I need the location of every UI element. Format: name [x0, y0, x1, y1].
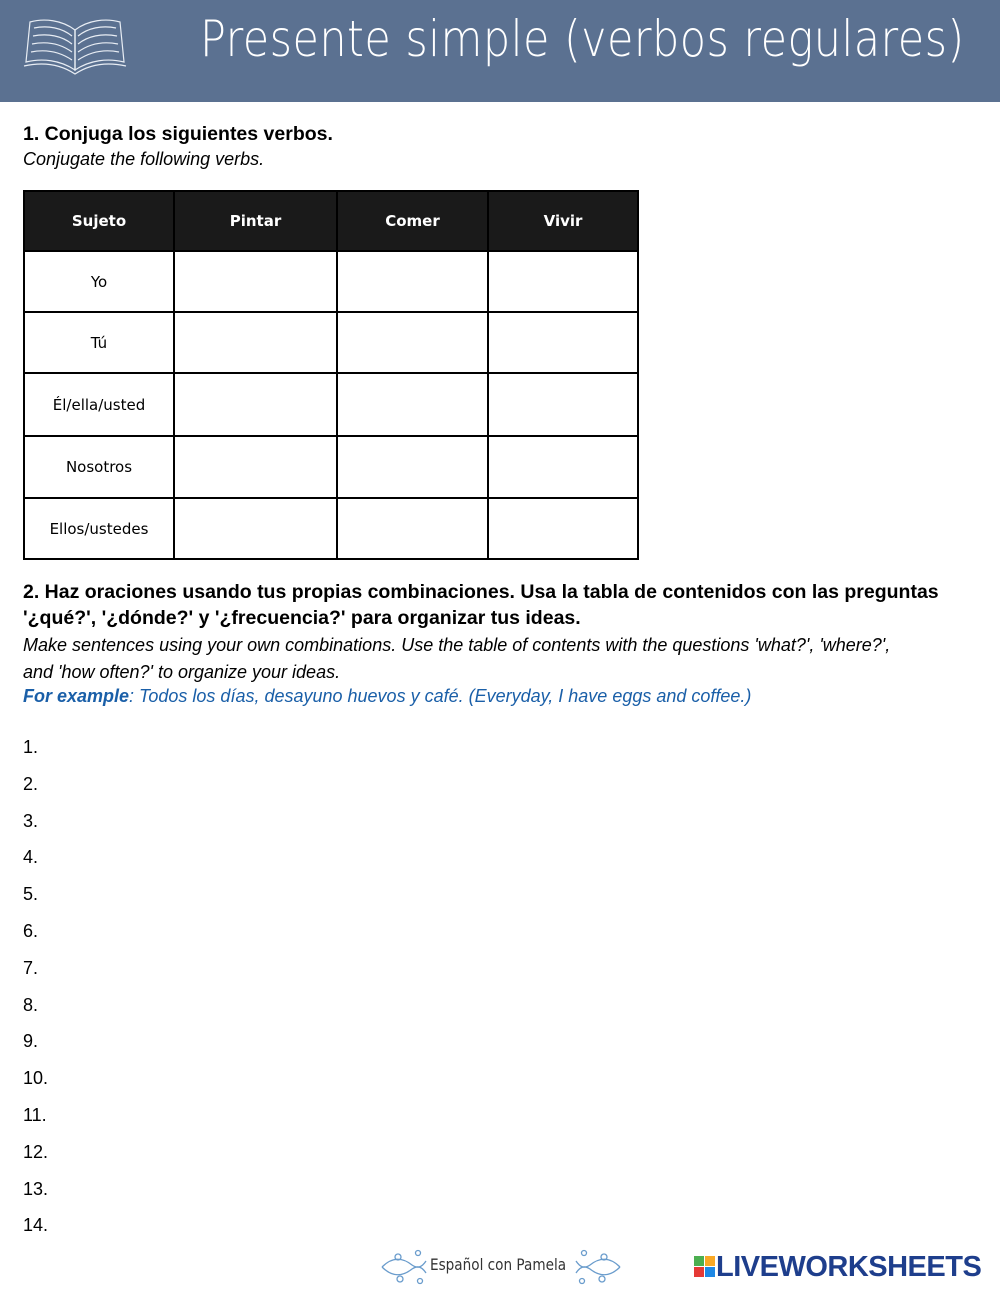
list-item: 4.: [23, 847, 39, 868]
subject-cell: Nosotros: [24, 436, 174, 498]
header-banner: [0, 0, 1000, 102]
answer-cell[interactable]: [174, 373, 337, 436]
table-row: [24, 373, 638, 436]
answer-cell[interactable]: [488, 436, 638, 498]
liveworksheets-logo-icon: [694, 1256, 716, 1278]
subject-cell: Ellos/ustedes: [24, 498, 174, 559]
page-title: Presente simple (verbos regulares): [200, 10, 965, 68]
list-item: 13.: [23, 1178, 49, 1199]
section1-title: 1. Conjuga los siguientes verbos.: [23, 123, 333, 145]
list-item: 10.: [23, 1068, 49, 1089]
answer-cell[interactable]: [488, 373, 638, 436]
answer-cell[interactable]: [174, 312, 337, 373]
table-row: [24, 436, 638, 498]
table-row: [24, 251, 638, 312]
list-item: 9.: [23, 1031, 39, 1052]
open-book-icon: [22, 14, 128, 76]
answer-cell[interactable]: [488, 498, 638, 559]
subject-cell: Él/ella/usted: [24, 373, 174, 436]
list-item: 1.: [23, 737, 39, 757]
list-item: 12.: [23, 1141, 49, 1162]
answer-cell[interactable]: [337, 312, 488, 373]
section2-title-line2: '¿qué?', '¿dónde?' y '¿frecuencia?' para organizar tus ideas.: [23, 607, 581, 629]
list-item: 3.: [23, 810, 39, 831]
example-text: : Todos los días, desayuno huevos y café. (Everyday, I have eggs and coffee.): [129, 686, 752, 706]
example-label: For example: [23, 686, 130, 706]
liveworksheets-wordmark: LIVEWORKSHEETS: [716, 1251, 982, 1283]
list-item: 6.: [23, 920, 39, 941]
list-item: 11.: [23, 1104, 47, 1125]
header-sujeto: Sujeto: [24, 191, 174, 251]
section1-subtitle: Conjugate the following verbs.: [23, 149, 265, 169]
list-item: 7.: [23, 957, 39, 978]
logo-text: Español con Pamela: [430, 1255, 567, 1274]
list-item: 14.: [23, 1215, 49, 1236]
answer-cell[interactable]: [488, 251, 638, 312]
answer-cell[interactable]: [337, 498, 488, 559]
header-pintar: Pintar: [174, 191, 337, 251]
answer-cell[interactable]: [337, 436, 488, 498]
list-item: 2.: [23, 773, 39, 794]
list-item: 5.: [23, 884, 39, 905]
example-sentence: [23, 686, 751, 707]
answer-cell[interactable]: [337, 251, 488, 312]
table-row: [24, 498, 638, 559]
section2-title-line1: 2. Haz oraciones usando tus propias combinaciones. Usa la tabla de contenidos con las preguntas: [23, 581, 939, 603]
subject-cell: Tú: [24, 312, 174, 373]
espanol-con-pamela-logo: [378, 1243, 624, 1291]
answer-cell[interactable]: [174, 498, 337, 559]
answer-cell[interactable]: [174, 251, 337, 312]
header-comer: Comer: [337, 191, 488, 251]
table-row: [24, 312, 638, 373]
section2-subtitle-line2: and 'how often?' to organize your ideas.: [23, 662, 341, 682]
answer-cell[interactable]: [488, 312, 638, 373]
sentence-list: [23, 734, 48, 1249]
header-vivir: Vivir: [488, 191, 638, 251]
answer-cell[interactable]: [337, 373, 488, 436]
answer-cell[interactable]: [174, 436, 337, 498]
list-item: 8.: [23, 994, 39, 1015]
conjugation-table: [23, 190, 639, 560]
table-header-row: [24, 191, 638, 251]
section2-subtitle-line1: Make sentences using your own combinations. Use the table of contents with the questions 'what?', 'where?',: [23, 635, 891, 655]
subject-cell: Yo: [24, 251, 174, 312]
